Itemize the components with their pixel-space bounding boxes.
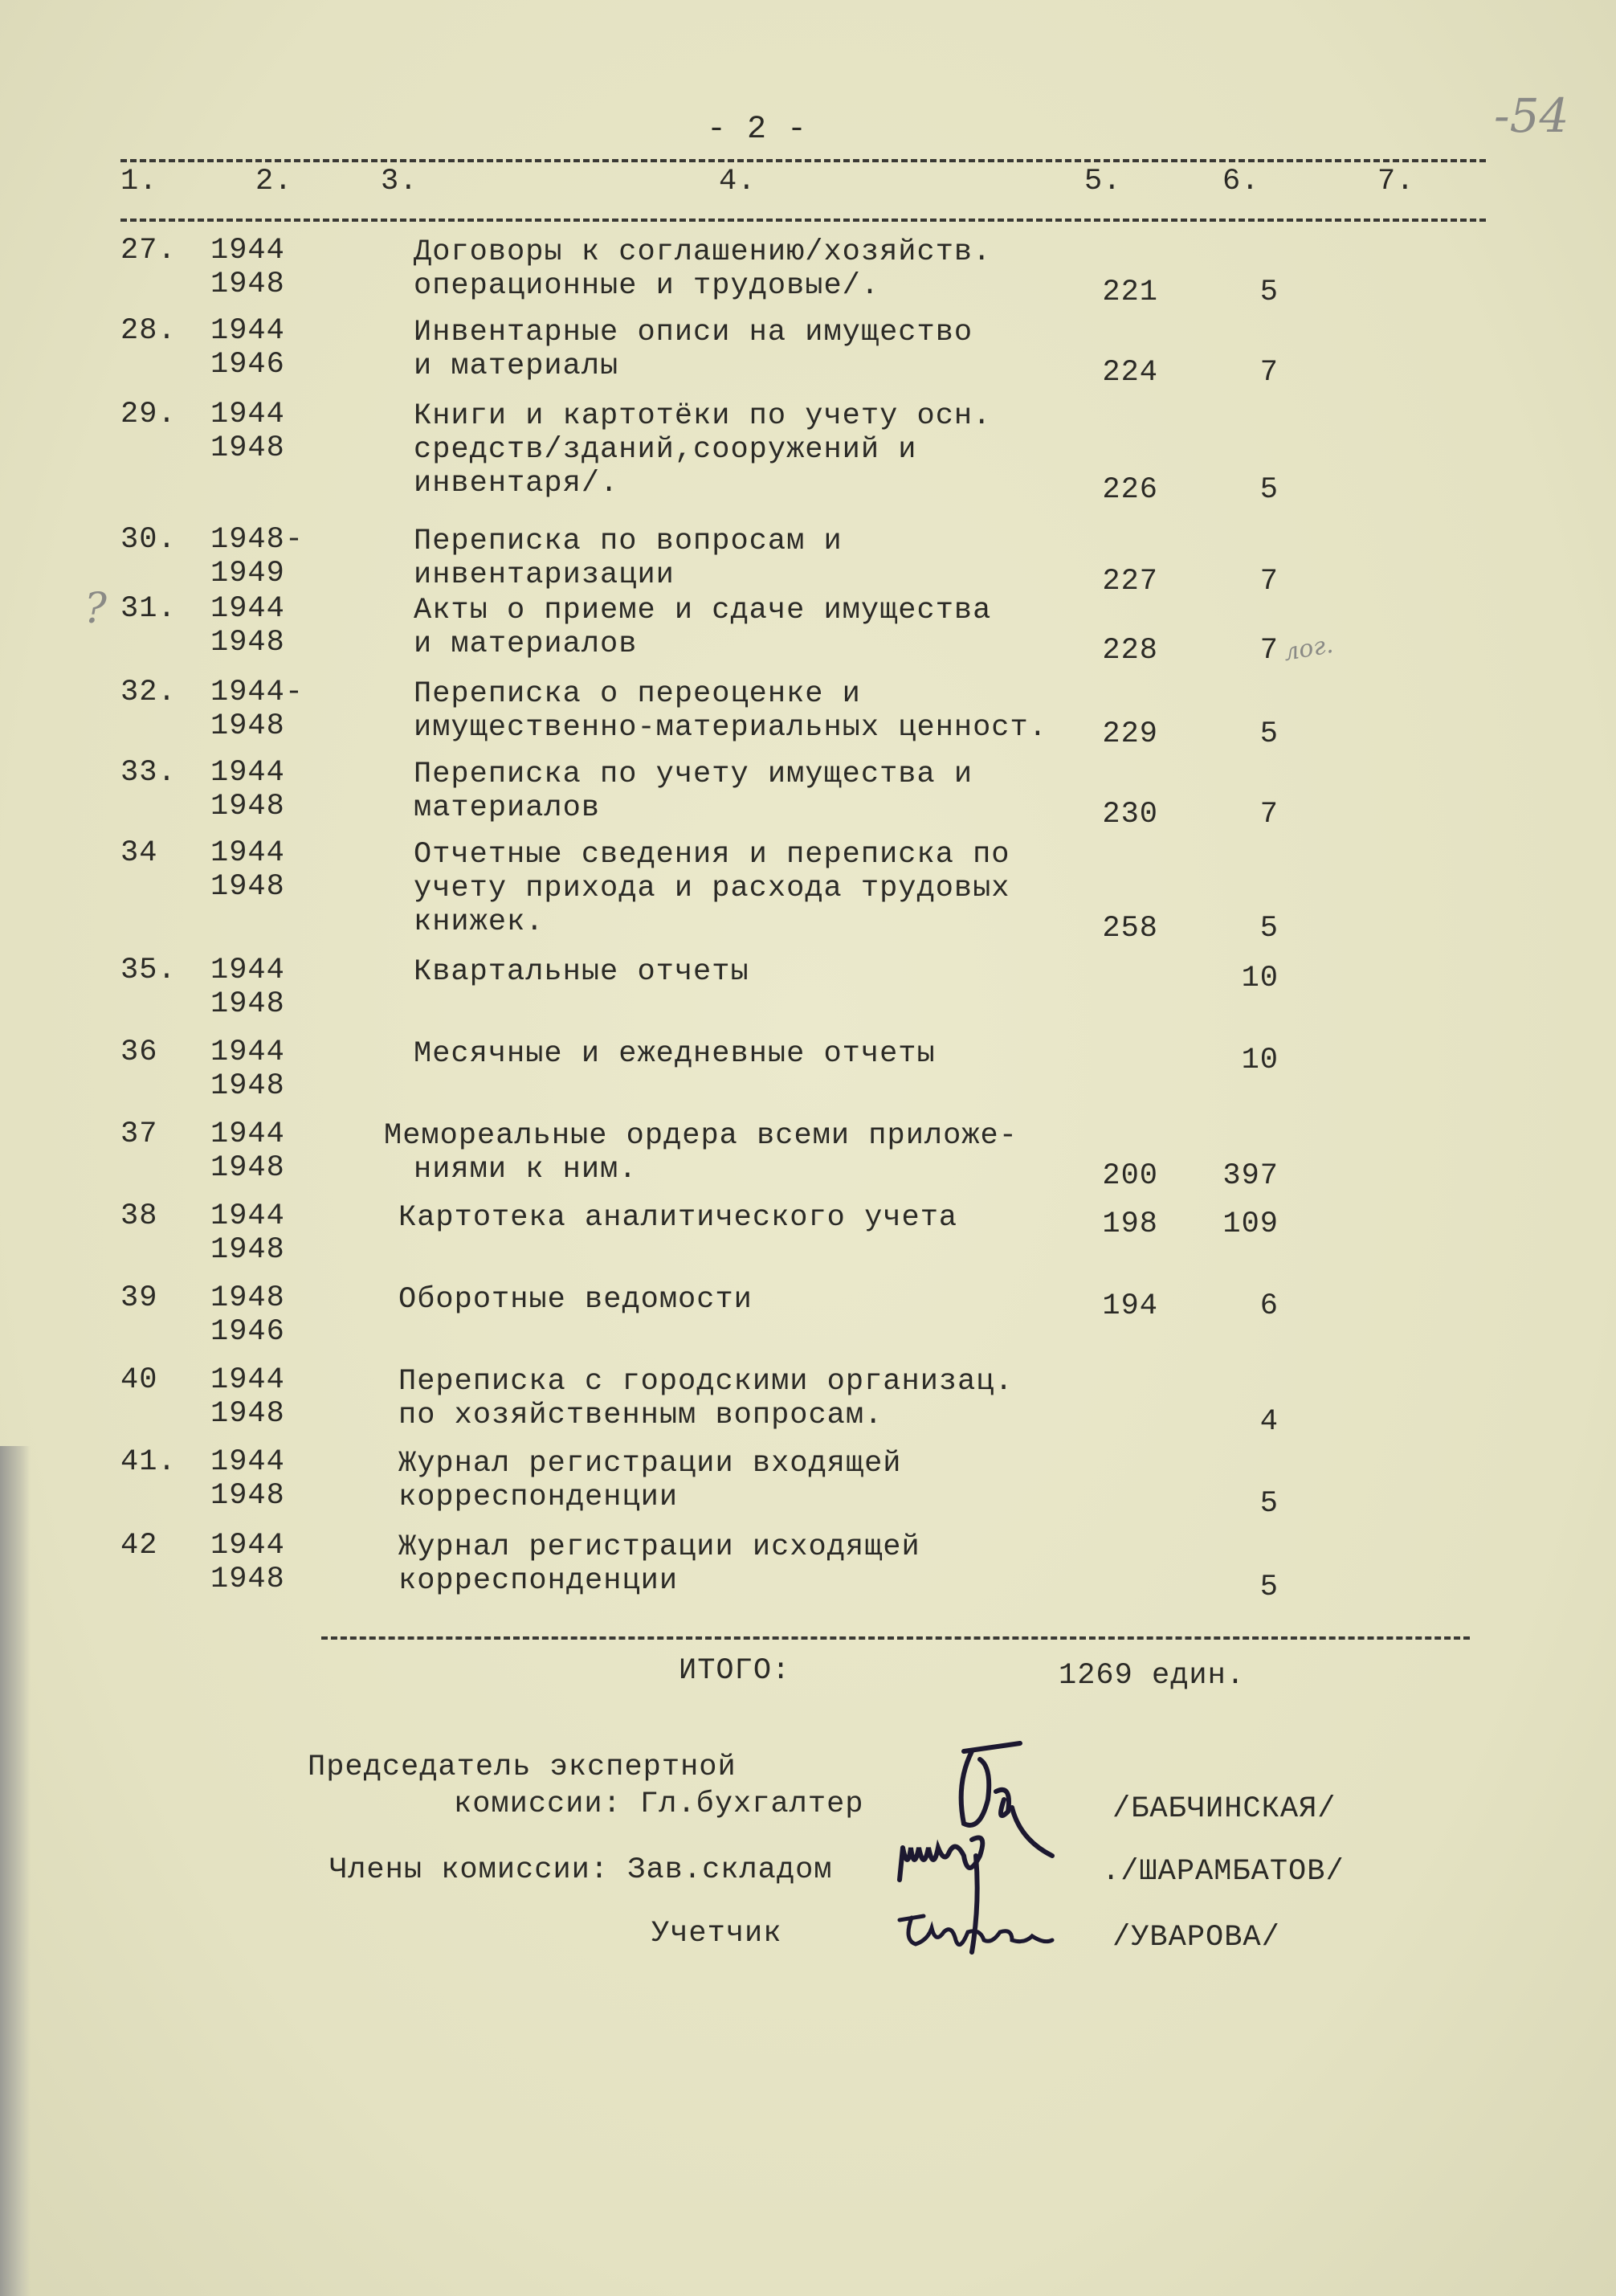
year-range: 1948- — [210, 523, 304, 557]
description-line: корреспонденции — [398, 1564, 679, 1598]
description-line: Переписка по учету имущества и — [414, 758, 973, 791]
row-number: 29. — [120, 398, 177, 431]
column-5-value: 230 — [1102, 798, 1158, 831]
description-line: средств/зданий,сооружений и — [414, 433, 917, 467]
page-number: - 2 - — [707, 112, 808, 148]
column-5-value: 198 — [1102, 1207, 1158, 1241]
year-range: 1944 — [210, 954, 285, 987]
description-line: Оборотные ведомости — [398, 1283, 753, 1317]
year-range: 1948 — [210, 1563, 285, 1596]
column-6-value: 4 — [1259, 1405, 1279, 1439]
year-range: 1944 — [210, 314, 285, 348]
year-range: 1948 — [210, 709, 285, 743]
description-line: Отчетные сведения и переписка по — [414, 838, 1010, 872]
column-6-value: 5 — [1259, 1571, 1279, 1604]
year-range: 1948 — [210, 268, 285, 301]
description-line: по хозяйственным вопросам. — [398, 1399, 883, 1432]
column-5-value: 194 — [1102, 1289, 1158, 1323]
column-6-value: 10 — [1241, 962, 1279, 995]
year-range: 1944 — [210, 1117, 285, 1151]
column-5-value: 229 — [1102, 717, 1158, 751]
year-range: 1944 — [210, 1036, 285, 1069]
description-line: Картотека аналитического учета — [398, 1201, 958, 1235]
year-range: 1948 — [210, 626, 285, 660]
description-line: Журнал регистрации исходящей — [398, 1530, 920, 1564]
column-6-value: 5 — [1259, 717, 1279, 751]
column-6-value: 7 — [1259, 565, 1279, 599]
description-line: инвентаря/. — [414, 467, 619, 500]
column-6-value: 397 — [1222, 1159, 1279, 1193]
column-6-value: 10 — [1241, 1044, 1279, 1077]
year-range: 1948 — [210, 1479, 285, 1513]
row-number: 30. — [120, 523, 177, 557]
column-5-value: 258 — [1102, 912, 1158, 946]
description-line: корреспонденции — [398, 1481, 679, 1514]
member2-name: /УВАРОВА/ — [1112, 1921, 1280, 1955]
year-range: 1946 — [210, 348, 285, 382]
year-range: 1944 — [210, 756, 285, 790]
description-line: книжек. — [414, 905, 545, 939]
year-range: 1948 — [210, 1151, 285, 1185]
description-line: ниями к ним. — [414, 1153, 638, 1187]
chair-title-line2: комиссии: Гл.бухгалтер — [454, 1787, 864, 1821]
description-line: Месячные и ежедневные отчеты — [414, 1037, 936, 1071]
description-line: Квартальные отчеты — [414, 955, 749, 989]
column-6-value: 109 — [1222, 1207, 1279, 1241]
column-header-2: 2. — [255, 165, 293, 198]
year-range: 1944 — [210, 1529, 285, 1563]
row-number: 38 — [120, 1199, 158, 1233]
column-5-value: 226 — [1102, 473, 1158, 507]
column-header-3: 3. — [381, 165, 418, 198]
row-number: 42 — [120, 1529, 158, 1563]
year-range: 1944 — [210, 1445, 285, 1479]
column-6-value: 5 — [1259, 1487, 1279, 1521]
description-line: Переписка по вопросам и — [414, 525, 843, 558]
member2-role: Учетчик — [651, 1917, 782, 1951]
column-6-value: 5 — [1259, 912, 1279, 946]
description-line: Инвентарные описи на имущество — [414, 316, 973, 349]
column-5-value: 228 — [1102, 634, 1158, 668]
description-line: Журнал регистрации входящей — [398, 1447, 902, 1481]
chair-title-line1: Председатель экспертной — [308, 1751, 737, 1784]
column-header-6: 6. — [1222, 165, 1260, 198]
column-header-4: 4. — [719, 165, 757, 198]
column-header-7: 7. — [1377, 165, 1415, 198]
column-6-value: 5 — [1259, 473, 1279, 507]
year-range: 1948 — [210, 1281, 285, 1315]
chair-name: /БАБЧИНСКАЯ/ — [1112, 1792, 1336, 1826]
year-range: 1944 — [210, 1199, 285, 1233]
year-range: 1944 — [210, 836, 285, 870]
member2-handwritten-signature — [892, 1908, 1084, 1980]
row-number: 32. — [120, 676, 177, 709]
pencil-question-mark: ? — [84, 585, 107, 633]
description-line: и материалы — [414, 349, 619, 383]
row-number: 34 — [120, 836, 158, 870]
year-range: 1946 — [210, 1315, 285, 1349]
row-number: 41. — [120, 1445, 177, 1479]
year-range: 1948 — [210, 431, 285, 465]
column-header-5: 5. — [1084, 165, 1122, 198]
header-bottom-rule — [120, 219, 1486, 222]
row-number: 35. — [120, 954, 177, 987]
total-rule — [321, 1636, 1470, 1640]
page-edge-shadow — [0, 1446, 31, 2296]
description-line: операционные и трудовые/. — [414, 269, 880, 303]
year-range: 1944 — [210, 592, 285, 626]
row-number: 40 — [120, 1363, 158, 1397]
row-number: 36 — [120, 1036, 158, 1069]
year-range: 1948 — [210, 870, 285, 904]
year-range: 1948 — [210, 1069, 285, 1103]
column-5-value: 221 — [1102, 276, 1158, 309]
year-range: 1949 — [210, 557, 285, 590]
pencil-note: лог. — [1281, 630, 1336, 668]
description-line: учету прихода и расхода трудовых — [414, 872, 1010, 905]
column-5-value: 227 — [1102, 565, 1158, 599]
column-6-value: 5 — [1259, 276, 1279, 309]
year-range: 1944 — [210, 234, 285, 268]
header-top-rule — [120, 159, 1486, 162]
year-range: 1944 — [210, 398, 285, 431]
description-line: Акты о приеме и сдаче имущества — [414, 594, 992, 627]
row-number: 31. — [120, 592, 177, 626]
column-header-1: 1. — [120, 165, 158, 198]
column-6-value: 7 — [1259, 798, 1279, 831]
row-number: 39 — [120, 1281, 158, 1315]
year-range: 1944- — [210, 676, 304, 709]
row-number: 28. — [120, 314, 177, 348]
description-line: инвентаризации — [414, 558, 675, 592]
description-line: Переписка о переоценке и — [414, 677, 861, 711]
column-6-value: 7 — [1259, 634, 1279, 668]
description-line: и материалов — [414, 627, 638, 661]
total-label: ИТОГО: — [679, 1654, 791, 1688]
description-line: Книги и картотёки по учету осн. — [414, 399, 992, 433]
member1-name: ./ШАРАМБАТОВ/ — [1102, 1855, 1345, 1889]
year-range: 1948 — [210, 1233, 285, 1267]
row-number: 33. — [120, 756, 177, 790]
total-value: 1269 един. — [1059, 1659, 1246, 1693]
year-range: 1948 — [210, 1397, 285, 1431]
description-line: Переписка с городскими организац. — [398, 1365, 1014, 1399]
year-range: 1948 — [210, 987, 285, 1021]
description-line: материалов — [414, 791, 601, 825]
row-number: 27. — [120, 234, 177, 268]
archive-sheet-number: -54 — [1494, 88, 1569, 143]
description-line: Договоры к соглашению/хозяйств. — [414, 235, 992, 269]
description-line: имущественно-материальных ценност. — [414, 711, 1047, 745]
column-6-value: 6 — [1259, 1289, 1279, 1323]
column-6-value: 7 — [1259, 356, 1279, 390]
column-5-value: 200 — [1102, 1159, 1158, 1193]
row-number: 37 — [120, 1117, 158, 1151]
members-label: Члены комиссии: Зав.складом — [329, 1853, 833, 1887]
description-line: Мемореальные ордера всеми приложе- — [384, 1119, 1018, 1153]
year-range: 1944 — [210, 1363, 285, 1397]
year-range: 1948 — [210, 790, 285, 823]
column-5-value: 224 — [1102, 356, 1158, 390]
